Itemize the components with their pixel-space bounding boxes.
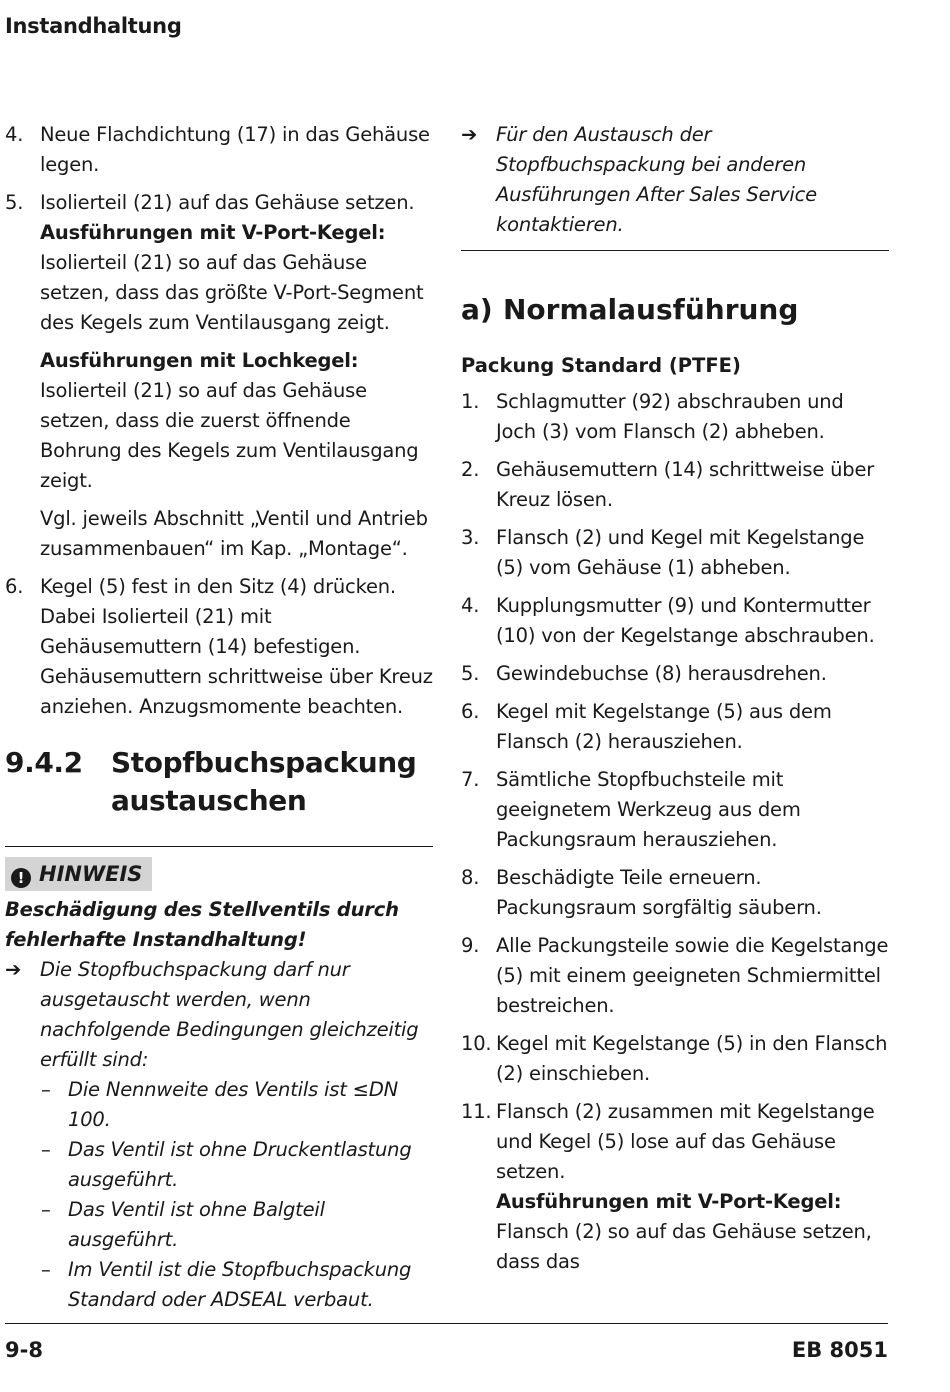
vport-text: Isolierteil (21) so auf das Gehäuse setzen, dass das größte V-Port-Segment des Kegels zum Ventilausgang zeigt. xyxy=(40,251,424,334)
section-number: 9.4.2 xyxy=(5,746,83,779)
dash-bullet: – xyxy=(41,1138,51,1161)
step-number: 6. xyxy=(461,700,480,723)
vport-label: Ausführungen mit V-Port-Kegel: xyxy=(40,221,386,244)
step-text: Gehäusemuttern (14) schrittweise über Kreuz lösen. xyxy=(496,458,875,511)
notice-box xyxy=(5,857,433,1315)
page-number: 9-8 xyxy=(5,1338,43,1362)
list-item xyxy=(5,188,433,338)
notice-badge xyxy=(5,857,152,891)
notice-label: HINWEIS xyxy=(39,862,143,886)
step-text: Alle Packungsteile sowie die Kegelstange (5) mit einem geeigneten Schmiermittel bestreichen. xyxy=(496,934,889,1017)
item-text: Neue Flachdichtung (17) in das Gehäuse legen. xyxy=(40,123,430,176)
step-item xyxy=(461,863,889,923)
step-number: 7. xyxy=(461,768,480,791)
lochkegel-label: Ausführungen mit Lochkegel: xyxy=(40,349,359,372)
condition-item xyxy=(5,1075,433,1135)
step-number: 11. xyxy=(461,1100,492,1123)
condition-item xyxy=(5,1255,433,1315)
left-column xyxy=(5,120,433,1315)
dash-bullet: – xyxy=(41,1198,51,1221)
step-item xyxy=(461,1029,889,1089)
item-number: 4. xyxy=(5,123,24,146)
step-text: Flansch (2) zusammen mit Kegelstange und Kegel (5) lose auf das Gehäuse setzen. xyxy=(496,1100,875,1183)
step-item xyxy=(461,387,889,447)
running-header: Instandhaltung xyxy=(5,14,182,38)
dash-bullet: – xyxy=(41,1258,51,1281)
step-item xyxy=(461,523,889,583)
arrow-right-icon: ➔ xyxy=(461,123,478,146)
step-text: Gewindebuchse (8) herausdrehen. xyxy=(496,662,827,685)
list-item xyxy=(5,572,433,722)
step-number: 3. xyxy=(461,526,480,549)
subsection-title: Normalausführung xyxy=(503,293,799,326)
step-text: Sämtliche Stopfbuchsteile mit geeignetem Werkzeug aus dem Packungsraum herausziehen. xyxy=(496,768,801,851)
footer-divider xyxy=(5,1323,888,1324)
condition-item xyxy=(5,1195,433,1255)
list-item-continuation xyxy=(5,504,433,564)
step-text: Schlagmutter (92) abschrauben und Joch (3) vom Flansch (2) abheben. xyxy=(496,390,844,443)
condition-item xyxy=(5,1135,433,1195)
step-number: 8. xyxy=(461,866,480,889)
step-text: Flansch (2) und Kegel mit Kegelstange (5) vom Gehäuse (1) abheben. xyxy=(496,526,865,579)
item-text: Kegel (5) fest in den Sitz (4) drücken. Dabei Isolierteil (21) mit Gehäusemuttern (14) befestigen. Gehäusemuttern schrittweise über Kreuz anziehen. Anzugsmomente beachten. xyxy=(40,575,433,718)
step-item xyxy=(461,765,889,855)
step-item xyxy=(461,697,889,757)
item-number: 6. xyxy=(5,575,24,598)
step-item xyxy=(461,591,889,651)
exclamation-icon: ! xyxy=(11,868,31,888)
step-text: Kegel mit Kegelstange (5) in den Flansch (2) einschieben. xyxy=(496,1032,888,1085)
step-item xyxy=(461,1097,889,1277)
dash-bullet: – xyxy=(41,1078,51,1101)
condition-text: Das Ventil ist ohne Druckentlastung ausgeführt. xyxy=(68,1138,412,1191)
document-id: EB 8051 xyxy=(791,1338,888,1362)
arrow-right-icon: ➔ xyxy=(5,958,22,981)
list-item-continuation xyxy=(5,346,433,496)
step-item xyxy=(461,659,889,689)
divider xyxy=(461,250,889,251)
section-title: Stopfbuchspackung austauschen xyxy=(111,746,417,817)
condition-text: Im Ventil ist die Stopfbuchspackung Standard oder ADSEAL verbaut. xyxy=(68,1258,412,1311)
vport-label: Ausführungen mit V-Port-Kegel: xyxy=(496,1190,842,1213)
notice-text xyxy=(5,955,433,1075)
step-number: 10. xyxy=(461,1032,492,1055)
step-text: Kegel mit Kegelstange (5) aus dem Flansch (2) herausziehen. xyxy=(496,700,832,753)
notice-heading: Beschädigung des Stellventils durch fehlerhafte Instandhaltung! xyxy=(5,898,399,951)
step-text: Beschädigte Teile erneuern. Packungsraum sorgfältig säubern. xyxy=(496,866,822,919)
intro-note xyxy=(461,120,889,240)
vport-text: Flansch (2) so auf das Gehäuse setzen, dass das xyxy=(496,1220,872,1273)
item-number: 5. xyxy=(5,191,24,214)
condition-text: Die Nennweite des Ventils ist ≤DN 100. xyxy=(68,1078,399,1131)
item-text: Isolierteil (21) auf das Gehäuse setzen. xyxy=(40,191,415,214)
step-item xyxy=(461,931,889,1021)
right-column xyxy=(461,120,889,1285)
subsection-heading xyxy=(461,291,889,329)
lochkegel-text: Isolierteil (21) so auf das Gehäuse setzen, dass die zuerst öffnende Bohrung des Kegels zum Ventilausgang zeigt. xyxy=(40,379,419,492)
notice-text-content: Die Stopfbuchspackung darf nur ausgetauscht werden, wenn nachfolgende Bedingungen gleichzeitig erfüllt sind: xyxy=(40,958,419,1071)
step-number: 9. xyxy=(461,934,480,957)
list-item xyxy=(5,120,433,180)
subsubsection-heading: Packung Standard (PTFE) xyxy=(461,354,741,377)
step-number: 1. xyxy=(461,390,480,413)
step-number: 5. xyxy=(461,662,480,685)
step-text: Kupplungsmutter (9) und Kontermutter (10) von der Kegelstange abschrauben. xyxy=(496,594,875,647)
intro-text: Für den Austausch der Stopfbuchspackung bei anderen Ausführungen After Sales Service kontaktieren. xyxy=(496,123,817,236)
subsection-number: a) xyxy=(461,293,493,326)
cross-reference-text: Vgl. jeweils Abschnitt „Ventil und Antrieb zusammenbauen“ im Kap. „Montage“. xyxy=(40,507,428,560)
step-number: 4. xyxy=(461,594,480,617)
divider xyxy=(5,846,433,847)
step-item xyxy=(461,455,889,515)
section-heading xyxy=(5,744,433,820)
step-number: 2. xyxy=(461,458,480,481)
condition-text: Das Ventil ist ohne Balgteil ausgeführt. xyxy=(68,1198,325,1251)
